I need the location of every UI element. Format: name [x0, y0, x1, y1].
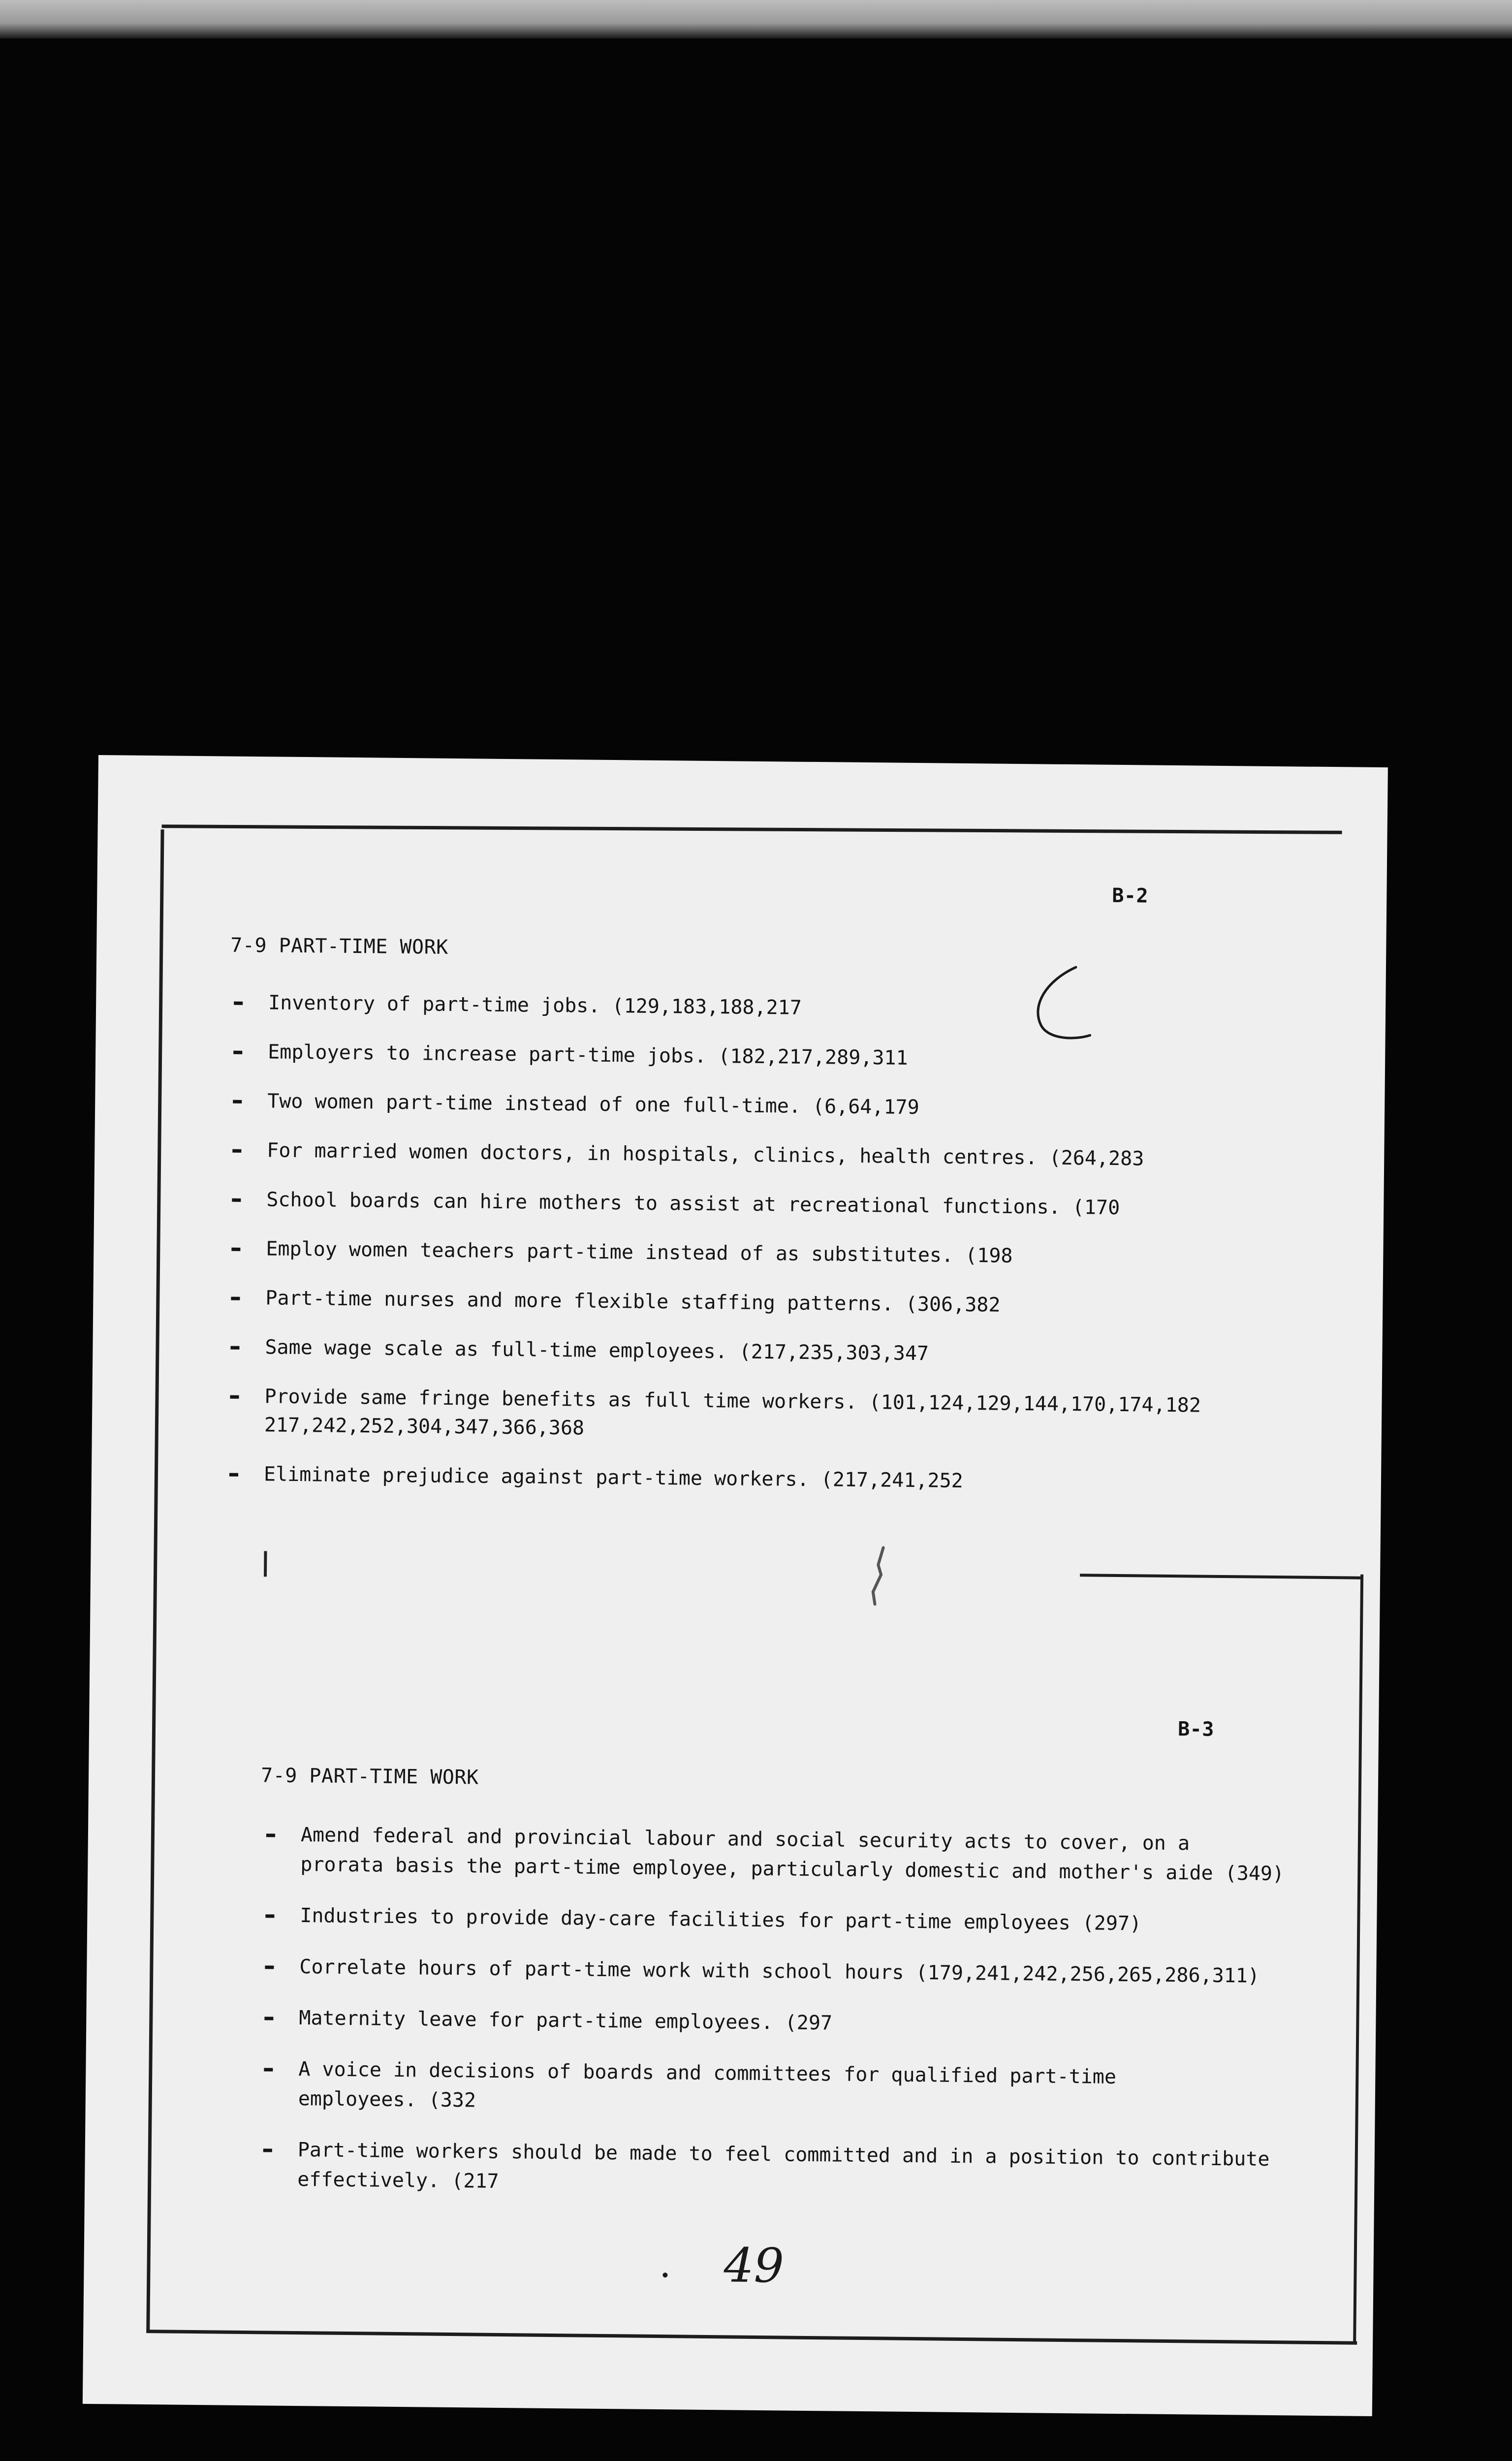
list-item-line: Employers to increase part-time jobs. (182,217,289,311 — [268, 1041, 908, 1070]
section-divider — [1080, 1574, 1360, 1579]
bullet-dash — [265, 1965, 274, 1969]
film-edge-strip — [0, 0, 1512, 38]
bullet-dash — [229, 1473, 238, 1477]
page-code-b3: B-3 — [1177, 1718, 1215, 1741]
list-item-line: 217,242,252,304,347,366,368 — [264, 1414, 585, 1440]
bullet-dash — [231, 1248, 240, 1251]
bullet-dash — [230, 1346, 239, 1350]
list-item-line: Eliminate prejudice against part-time workers. (217,241,252 — [263, 1463, 963, 1492]
list-item-line: Correlate hours of part-time work with school hours (179,241,242,256,265,286,311) — [299, 1956, 1260, 1988]
ink-dot — [662, 2272, 667, 2277]
frame-top-rule — [162, 824, 1342, 834]
bullet-dash — [232, 1149, 241, 1153]
list-item-line: Part-time nurses and more flexible staffing patterns. (306,382 — [265, 1287, 1001, 1317]
margin-tick-mark — [264, 1551, 267, 1577]
bullet-dash — [233, 1051, 242, 1054]
list-item-line: Employ women teachers part-time instead of as substitutes. (198 — [266, 1237, 1013, 1267]
list-item-line: employees. (332 — [298, 2087, 476, 2112]
bullet-dash — [232, 1199, 241, 1202]
list-item-line: effectively. (217 — [297, 2168, 499, 2193]
section-heading-b2: 7-9 PART-TIME WORK — [230, 934, 448, 959]
bullet-dash — [234, 1002, 243, 1005]
handwritten-page-number: 49 — [724, 2238, 785, 2294]
list-item-line: Inventory of part-time jobs. (129,183,188,217 — [268, 991, 802, 1019]
list-item-line: Industries to provide day-care facilities for part-time employees (297) — [300, 1904, 1142, 1935]
list-item-line: prorata basis the part-time employee, particularly domestic and mother's aide (349) — [300, 1853, 1285, 1886]
bullet-dash — [264, 2017, 273, 2020]
list-item-line: Same wage scale as full-time employees. (217,235,303,347 — [265, 1336, 929, 1365]
frame-left-rule — [146, 829, 164, 2331]
bullet-dash — [264, 2068, 273, 2071]
handwritten-c-mark — [1021, 961, 1120, 1055]
section-heading-b3: 7-9 PART-TIME WORK — [260, 1764, 479, 1789]
bullet-dash — [233, 1100, 242, 1104]
list-item-line: Two women part-time instead of one full-time. (6,64,179 — [267, 1090, 919, 1119]
bullet-dash — [231, 1297, 240, 1300]
list-item-line: Part-time workers should be made to feel committed and in a position to contribute — [297, 2139, 1270, 2171]
bullet-dash — [266, 1833, 275, 1837]
list-item-line: For married women doctors, in hospitals, clinics, health centres. (264,283 — [267, 1139, 1144, 1170]
page-code-b2: B-2 — [1112, 884, 1149, 908]
frame-right-rule — [1353, 1575, 1363, 2342]
bullet-dash — [263, 2148, 272, 2152]
list-item-line: A voice in decisions of boards and committees for qualified part-time — [298, 2058, 1117, 2088]
list-item-line: Provide same fringe benefits as full time workers. (101,124,129,144,170,174,182 — [264, 1385, 1201, 1417]
list-item-line: Amend federal and provincial labour and social security acts to cover, on a — [300, 1824, 1190, 1855]
list-item-line: School boards can hire mothers to assist at recreational functions. (170 — [266, 1188, 1120, 1219]
list-item-line: Maternity leave for part-time employees. (297 — [299, 2007, 833, 2035]
bullet-dash — [230, 1395, 239, 1399]
index-card-sheet — [83, 755, 1388, 2416]
smudge-mark — [863, 1545, 893, 1609]
frame-bottom-rule — [146, 2330, 1357, 2345]
bullet-dash — [265, 1914, 274, 1918]
